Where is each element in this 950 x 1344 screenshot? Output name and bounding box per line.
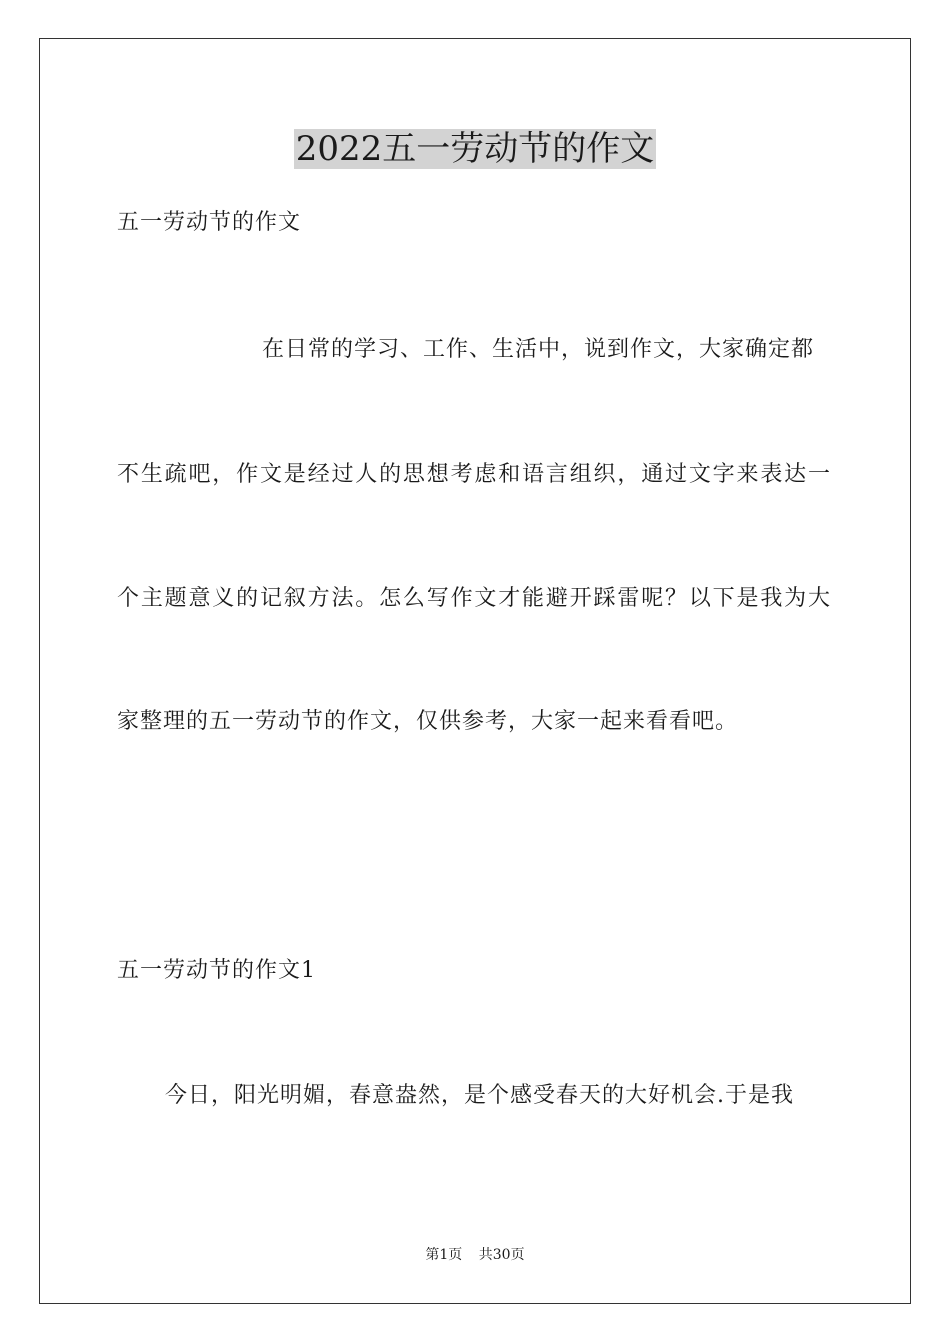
intro-line-4: 家整理的五一劳动节的作文，仅供参考，大家一起来看看吧。 — [117, 709, 739, 734]
page-footer — [0, 1246, 950, 1264]
page-number: 第1页 — [425, 1247, 463, 1263]
section-heading: 五一劳动节的作文1 — [117, 958, 316, 983]
intro-line-3: 个主题意义的记叙方法。怎么写作文才能避开踩雷呢？以下是我为大 — [117, 586, 831, 611]
section-line-1: 今日，阳光明媚，春意盎然，是个感受春天的大好机会.于是我 — [165, 1083, 794, 1108]
total-pages: 共30页 — [478, 1247, 525, 1263]
document-subtitle: 五一劳动节的作文 — [117, 210, 302, 235]
document-title — [0, 128, 950, 170]
document-title-text: 2022五一劳动节的作文 — [295, 129, 655, 169]
intro-line-1: 在日常的学习、工作、生活中，说到作文，大家确定都 — [262, 337, 815, 362]
intro-line-2: 不生疏吧，作文是经过人的思想考虑和语言组织，通过文字来表达一 — [117, 462, 831, 487]
